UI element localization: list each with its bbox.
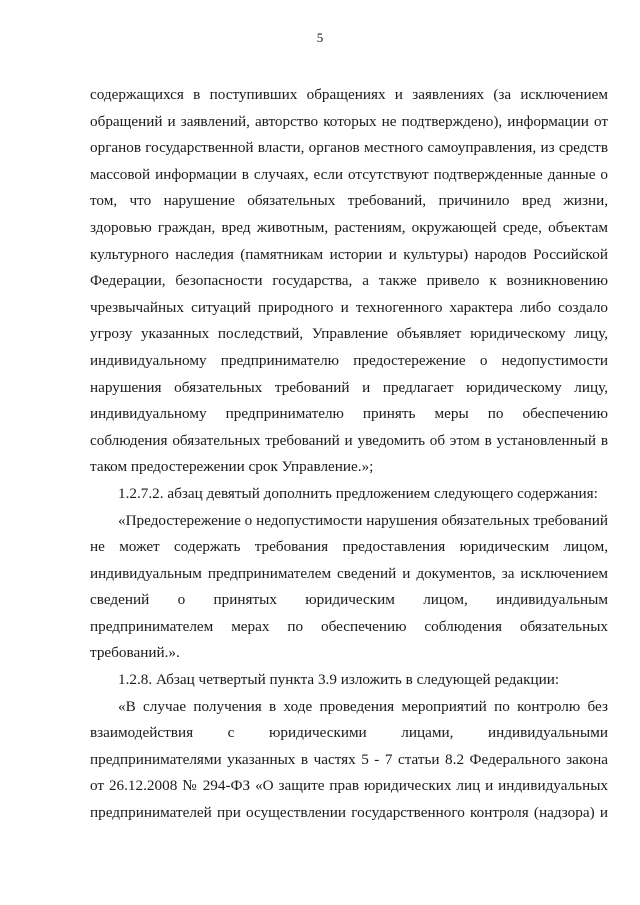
paragraph-1-2-8: 1.2.8. Абзац четвертый пункта 3.9 изложить в следующей редакции: [118,671,560,689]
page-number: 5 [316,30,324,45]
paragraph-new-wording: «В случае получения в ходе проведения мероприятий по контролю без взаимодействия с юридическими лицами, индивидуальными предпринимателями указанных в частях 5 - 7 статьи 8.2 Федерального закона от 26.12.2008 № 294-ФЗ «О защите прав юридических лиц и индивидуальных предпринимателей при осуществлении государственного контроля (надзора) и [90,697,608,822]
document-body [90,82,608,827]
paragraph-warning-quote: «Предостережение о недопустимости нарушения обязательных требований не может содержать требования предоставления юридическим лицом, индивидуальным предпринимателем сведений и документов, за исключением сведений о принятых юридическим лицом, индивидуальным предпринимателем мерах по обеспечению соблюдения обязательных требований.». [90,511,608,662]
paragraph-continuation: содержащихся в поступивших обращениях и заявлениях (за исключением обращений и заявлений, авторство которых не подтверждено), информации от органов государственной власти, органов местного самоуправления, из средств массовой информации в случаях, если отсутствуют подтвержденные данные о том, что нарушение обязательных требований, причинило вред жизни, здоровью граждан, вред животным, растениям, окружающей среде, объектам культурного наследия (памятникам истории и культуры) народов Российской Федерации, безопасности государства, а также привело к возникновению чрезвычайных ситуаций природного и техногенного характера либо создало угрозу указанных последствий, Управление объявляет юридическому лицу, индивидуальному предпринимателю предостережение о недопустимости нарушения обязательных требований и предлагает юридическому лицу, индивидуальному предпринимателю принять меры по обеспечению соблюдения обязательных требований и уведомить об этом в установленный в таком предостережении срок Управление.»; [90,86,608,476]
paragraph-1-2-7-2: 1.2.7.2. абзац девятый дополнить предложением следующего содержания: [118,484,598,502]
